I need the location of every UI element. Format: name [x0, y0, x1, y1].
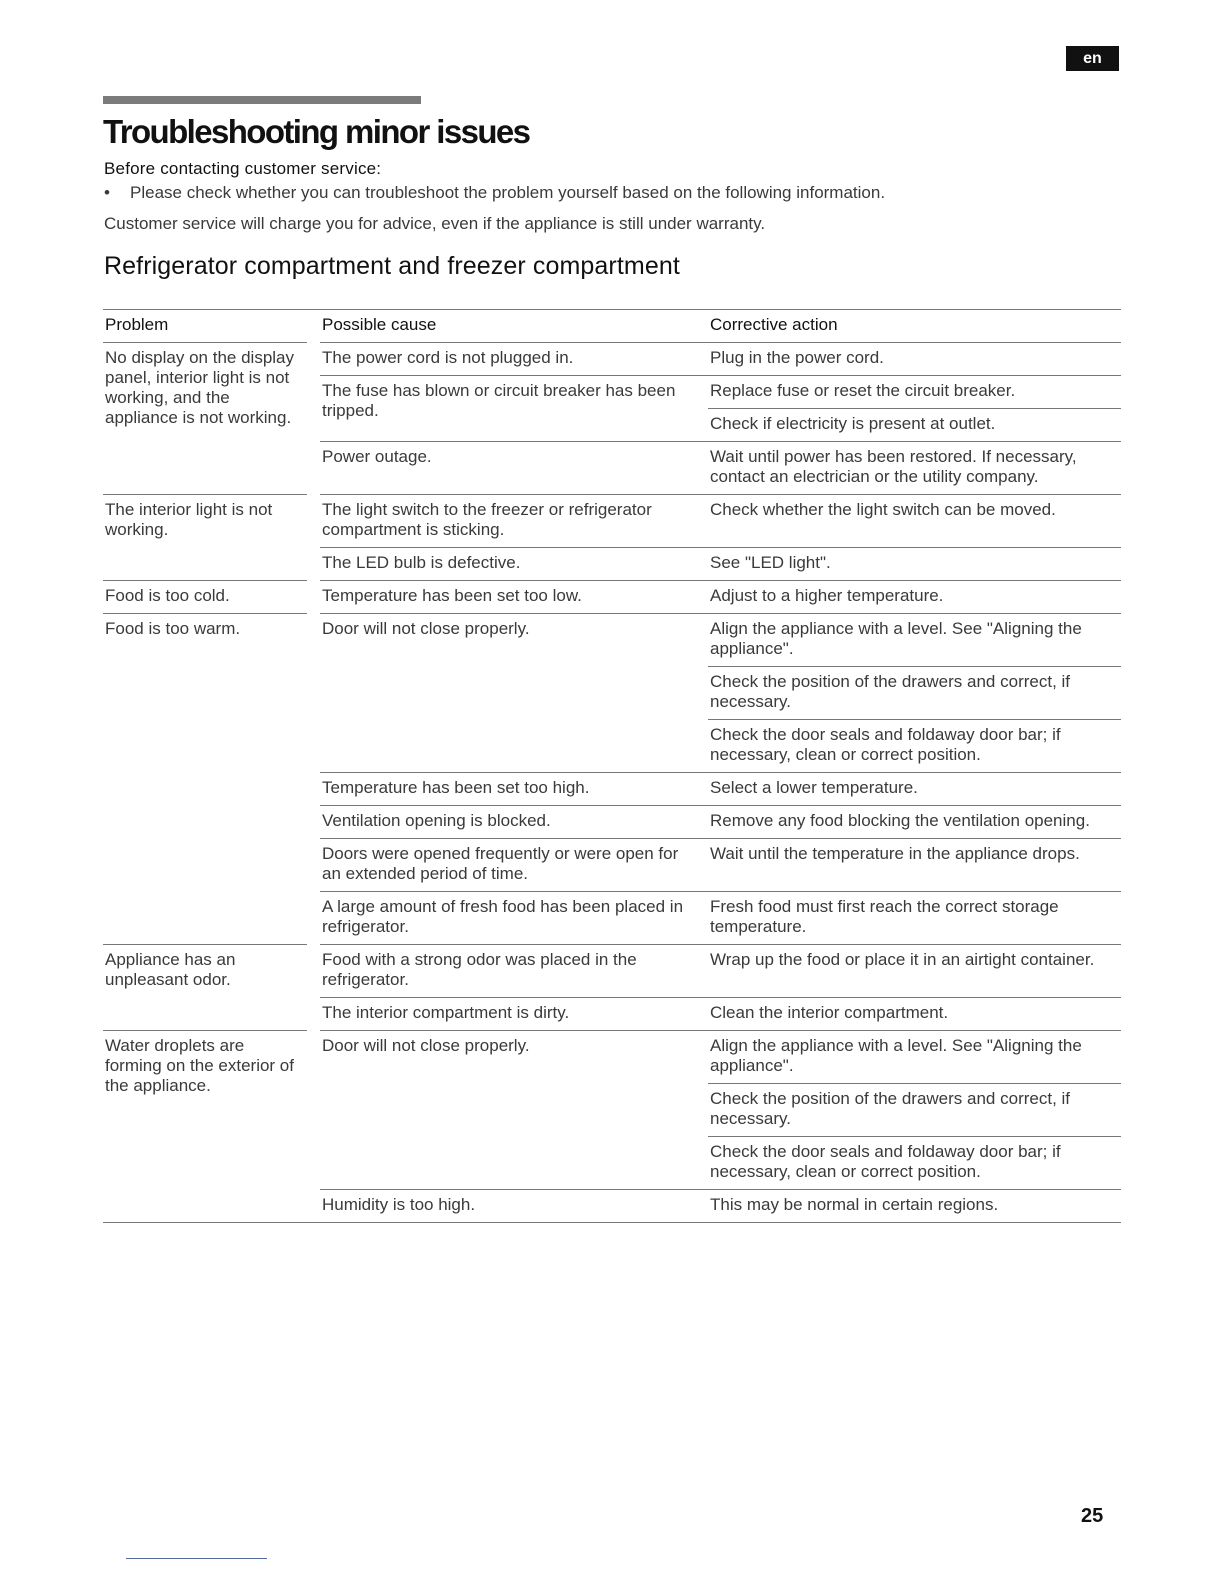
- table-row: [103, 495, 1121, 548]
- page-number: 25: [1081, 1505, 1104, 1527]
- cause-cell: The power cord is not plugged in.: [320, 343, 697, 376]
- cause-cell: The fuse has blown or circuit breaker has been tripped.: [320, 376, 697, 442]
- action-cell: Wait until the temperature in the appliance drops.: [708, 839, 1121, 892]
- table-row: [103, 343, 1121, 376]
- cause-cell: Temperature has been set too high.: [320, 773, 697, 806]
- action-cell: Select a lower temperature.: [708, 773, 1121, 806]
- cause-cell: Food with a strong odor was placed in the refrigerator.: [320, 945, 697, 998]
- problem-cell: The interior light is not working.: [103, 495, 307, 581]
- action-cell: Replace fuse or reset the circuit breaker.: [708, 376, 1121, 409]
- action-cell: Fresh food must first reach the correct storage temperature.: [708, 892, 1121, 945]
- page-title: Troubleshooting minor issues: [103, 113, 530, 150]
- intro-heading: Before contacting customer service:: [104, 159, 382, 178]
- table-row: [103, 581, 1121, 614]
- action-cell: Plug in the power cord.: [708, 343, 1121, 376]
- cause-cell: Door will not close properly.: [320, 1031, 697, 1190]
- action-cell: Align the appliance with a level. See "Aligning the appliance".: [708, 1031, 1121, 1084]
- cause-cell: The interior compartment is dirty.: [320, 998, 697, 1031]
- table-row: [103, 1031, 1121, 1084]
- cause-cell: Ventilation opening is blocked.: [320, 806, 697, 839]
- action-cell: Remove any food blocking the ventilation opening.: [708, 806, 1121, 839]
- table-row: [103, 945, 1121, 998]
- problem-cell: Appliance has an unpleasant odor.: [103, 945, 307, 1031]
- action-cell: This may be normal in certain regions.: [708, 1190, 1121, 1223]
- problem-cell: Food is too warm.: [103, 614, 307, 945]
- warranty-note: Customer service will charge you for advice, even if the appliance is still under warranty.: [104, 214, 766, 233]
- cause-cell: Temperature has been set too low.: [320, 581, 697, 614]
- problem-cell: Water droplets are forming on the exterior of the appliance.: [103, 1031, 307, 1223]
- bullet-dot-icon: •: [104, 183, 110, 202]
- title-accent-bar: [103, 96, 421, 104]
- header-possible-cause: Possible cause: [320, 310, 697, 343]
- cause-cell: A large amount of fresh food has been placed in refrigerator.: [320, 892, 697, 945]
- footer-divider: [126, 1558, 267, 1559]
- table-header-row: [103, 310, 1121, 343]
- cause-cell: Humidity is too high.: [320, 1190, 697, 1223]
- action-cell: Check the door seals and foldaway door bar; if necessary, clean or correct position.: [708, 720, 1121, 773]
- action-cell: See "LED light".: [708, 548, 1121, 581]
- cause-cell: Doors were opened frequently or were open for an extended period of time.: [320, 839, 697, 892]
- cause-cell: Power outage.: [320, 442, 697, 495]
- cause-cell: The LED bulb is defective.: [320, 548, 697, 581]
- language-badge: en: [1066, 46, 1119, 71]
- bullet-item: [104, 183, 885, 203]
- action-cell: Check the position of the drawers and correct, if necessary.: [708, 667, 1121, 720]
- action-cell: Check the door seals and foldaway door bar; if necessary, clean or correct position.: [708, 1137, 1121, 1190]
- table-body: [103, 343, 1121, 1223]
- action-cell: Check whether the light switch can be moved.: [708, 495, 1121, 548]
- header-problem: Problem: [103, 310, 307, 343]
- action-cell: Wrap up the food or place it in an airtight container.: [708, 945, 1121, 998]
- action-cell: Check the position of the drawers and correct, if necessary.: [708, 1084, 1121, 1137]
- troubleshooting-table: [103, 309, 1121, 1223]
- cause-cell: Door will not close properly.: [320, 614, 697, 773]
- action-cell: Align the appliance with a level. See "Aligning the appliance".: [708, 614, 1121, 667]
- action-cell: Wait until power has been restored. If necessary, contact an electrician or the utility company.: [708, 442, 1121, 495]
- problem-cell: No display on the display panel, interior light is not working, and the appliance is not working.: [103, 343, 307, 495]
- action-cell: Check if electricity is present at outlet.: [708, 409, 1121, 442]
- cause-cell: The light switch to the freezer or refrigerator compartment is sticking.: [320, 495, 697, 548]
- action-cell: Adjust to a higher temperature.: [708, 581, 1121, 614]
- section-title: Refrigerator compartment and freezer compartment: [104, 252, 680, 280]
- table-row: [103, 614, 1121, 667]
- header-corrective-action: Corrective action: [708, 310, 1121, 343]
- bullet-text: Please check whether you can troubleshoot the problem yourself based on the following information.: [130, 183, 886, 202]
- problem-cell: Food is too cold.: [103, 581, 307, 614]
- action-cell: Clean the interior compartment.: [708, 998, 1121, 1031]
